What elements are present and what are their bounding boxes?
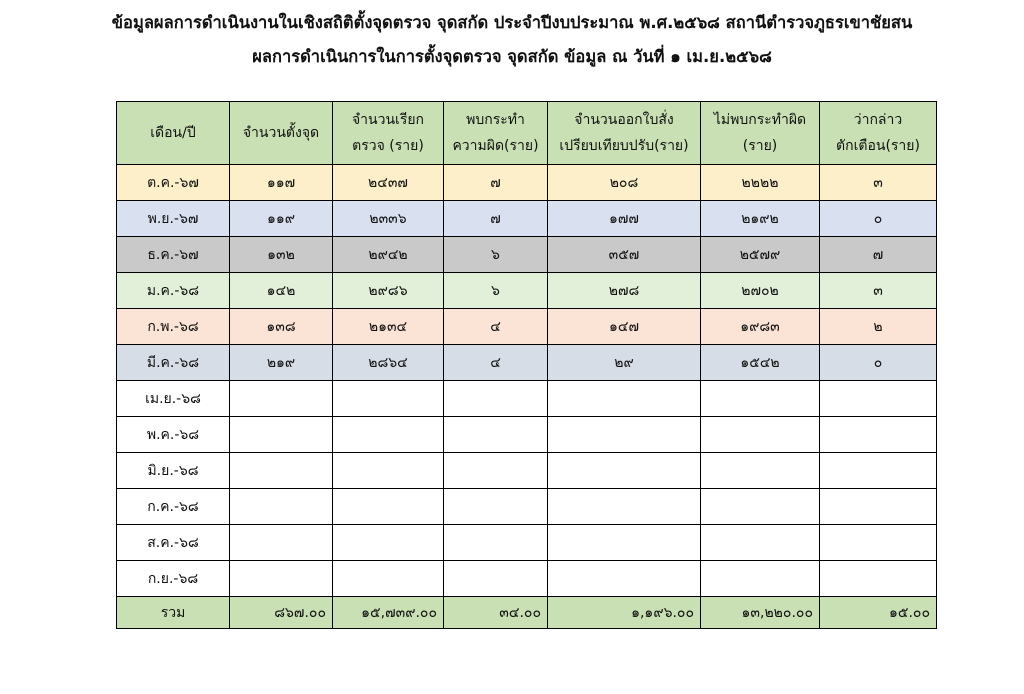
warnings-cell: ๓ [820, 165, 937, 201]
table-row [117, 201, 937, 237]
inspected-cell [333, 417, 444, 453]
tickets-cell: ๒๐๘ [548, 165, 701, 201]
offenses-cell [444, 525, 548, 561]
table-row [117, 417, 937, 453]
total-tickets: ๑,๑๙๖.๐๐ [548, 597, 701, 629]
inspected-cell [333, 489, 444, 525]
month-cell: ม.ค.-๖๘ [117, 273, 230, 309]
total-row [117, 597, 937, 629]
inspected-cell [333, 525, 444, 561]
offenses-cell [444, 381, 548, 417]
offenses-cell: ๔ [444, 345, 548, 381]
checkpoint-stats-table [116, 101, 937, 629]
report-title: ข้อมูลผลการดำเนินงานในเชิงสถิติตั้งจุดตรวจ จุดสกัด ประจำปีงบประมาณ พ.ศ.๒๕๖๘ สถานีตำรวจภูธรเขาชัยสน [111, 13, 913, 32]
tickets-cell: ๑๔๗ [548, 309, 701, 345]
month-cell: เม.ย.-๖๘ [117, 381, 230, 417]
warnings-cell: ๐ [820, 201, 937, 237]
no-offense-cell [701, 561, 820, 597]
header-month: เดือน/ปี [117, 102, 230, 165]
table-row [117, 453, 937, 489]
warnings-cell [820, 525, 937, 561]
warnings-cell [820, 417, 937, 453]
month-cell: ก.พ.-๖๘ [117, 309, 230, 345]
inspected-cell: ๒๔๓๗ [333, 165, 444, 201]
tickets-cell [548, 561, 701, 597]
warnings-cell: ๐ [820, 345, 937, 381]
table-header-row [117, 102, 937, 165]
warnings-cell [820, 489, 937, 525]
checkpoints-cell: ๒๑๙ [230, 345, 333, 381]
no-offense-cell [701, 525, 820, 561]
table-row [117, 381, 937, 417]
offenses-cell [444, 417, 548, 453]
inspected-cell: ๒๙๔๒ [333, 237, 444, 273]
no-offense-cell [701, 381, 820, 417]
month-cell: มี.ค.-๖๘ [117, 345, 230, 381]
warnings-cell [820, 381, 937, 417]
offenses-cell: ๖ [444, 273, 548, 309]
checkpoints-cell: ๑๓๒ [230, 237, 333, 273]
table-row [117, 237, 937, 273]
checkpoints-cell [230, 489, 333, 525]
offenses-cell [444, 453, 548, 489]
table-row [117, 345, 937, 381]
checkpoints-cell: ๑๓๘ [230, 309, 333, 345]
no-offense-cell: ๒๗๐๒ [701, 273, 820, 309]
table-row [117, 165, 937, 201]
warnings-cell [820, 453, 937, 489]
offenses-cell [444, 489, 548, 525]
month-cell: ธ.ค.-๖๗ [117, 237, 230, 273]
no-offense-cell: ๑๙๘๓ [701, 309, 820, 345]
checkpoints-cell: ๑๑๗ [230, 165, 333, 201]
month-cell: ก.ค.-๖๘ [117, 489, 230, 525]
no-offense-cell [701, 489, 820, 525]
header-offenses: พบกระทำ ความผิด(ราย) [444, 102, 548, 165]
no-offense-cell: ๒๒๒๒ [701, 165, 820, 201]
no-offense-cell [701, 417, 820, 453]
total-offenses: ๓๔.๐๐ [444, 597, 548, 629]
offenses-cell: ๔ [444, 309, 548, 345]
no-offense-cell: ๒๕๗๙ [701, 237, 820, 273]
report-subtitle: ผลการดำเนินการในการตั้งจุดตรวจ จุดสกัด ข้อมูล ณ วันที่ ๑ เม.ย.๒๕๖๘ [252, 47, 772, 66]
tickets-cell: ๑๗๗ [548, 201, 701, 237]
table-row [117, 489, 937, 525]
checkpoints-cell [230, 525, 333, 561]
offenses-cell: ๖ [444, 237, 548, 273]
month-cell: พ.ย.-๖๗ [117, 201, 230, 237]
inspected-cell [333, 561, 444, 597]
header-inspected: จำนวนเรียก ตรวจ (ราย) [333, 102, 444, 165]
no-offense-cell: ๑๕๔๒ [701, 345, 820, 381]
checkpoints-cell: ๑๔๒ [230, 273, 333, 309]
inspected-cell [333, 381, 444, 417]
table-row [117, 309, 937, 345]
tickets-cell: ๒๙ [548, 345, 701, 381]
inspected-cell: ๒๓๓๖ [333, 201, 444, 237]
total-label: รวม [117, 597, 230, 629]
no-offense-cell: ๒๑๙๒ [701, 201, 820, 237]
month-cell: ส.ค.-๖๘ [117, 525, 230, 561]
header-tickets: จำนวนออกใบสั่ง เปรียบเทียบปรับ(ราย) [548, 102, 701, 165]
month-cell: มิ.ย.-๖๘ [117, 453, 230, 489]
header-warnings: ว่ากล่าว ตักเตือน(ราย) [820, 102, 937, 165]
warnings-cell: ๒ [820, 309, 937, 345]
total-no-offense: ๑๓,๒๒๐.๐๐ [701, 597, 820, 629]
table-row [117, 561, 937, 597]
total-checkpoints: ๘๖๗.๐๐ [230, 597, 333, 629]
inspected-cell: ๒๑๓๔ [333, 309, 444, 345]
tickets-cell [548, 381, 701, 417]
month-cell: พ.ค.-๖๘ [117, 417, 230, 453]
inspected-cell [333, 453, 444, 489]
offenses-cell [444, 561, 548, 597]
inspected-cell: ๒๙๘๖ [333, 273, 444, 309]
warnings-cell: ๓ [820, 273, 937, 309]
tickets-cell: ๒๗๘ [548, 273, 701, 309]
header-no-offense: ไม่พบกระทำผิด (ราย) [701, 102, 820, 165]
total-inspected: ๑๕,๗๓๙.๐๐ [333, 597, 444, 629]
tickets-cell: ๓๕๗ [548, 237, 701, 273]
tickets-cell [548, 417, 701, 453]
checkpoints-cell: ๑๑๙ [230, 201, 333, 237]
checkpoints-cell [230, 453, 333, 489]
offenses-cell: ๗ [444, 201, 548, 237]
checkpoints-cell [230, 381, 333, 417]
month-cell: ก.ย.-๖๘ [117, 561, 230, 597]
offenses-cell: ๗ [444, 165, 548, 201]
header-checkpoints: จำนวนตั้งจุด [230, 102, 333, 165]
warnings-cell: ๗ [820, 237, 937, 273]
tickets-cell [548, 525, 701, 561]
tickets-cell [548, 453, 701, 489]
inspected-cell: ๒๘๖๔ [333, 345, 444, 381]
tickets-cell [548, 489, 701, 525]
month-cell: ต.ค.-๖๗ [117, 165, 230, 201]
warnings-cell [820, 561, 937, 597]
table-row [117, 273, 937, 309]
no-offense-cell [701, 453, 820, 489]
checkpoints-cell [230, 417, 333, 453]
total-warnings: ๑๕.๐๐ [820, 597, 937, 629]
checkpoints-cell [230, 561, 333, 597]
table-row [117, 525, 937, 561]
